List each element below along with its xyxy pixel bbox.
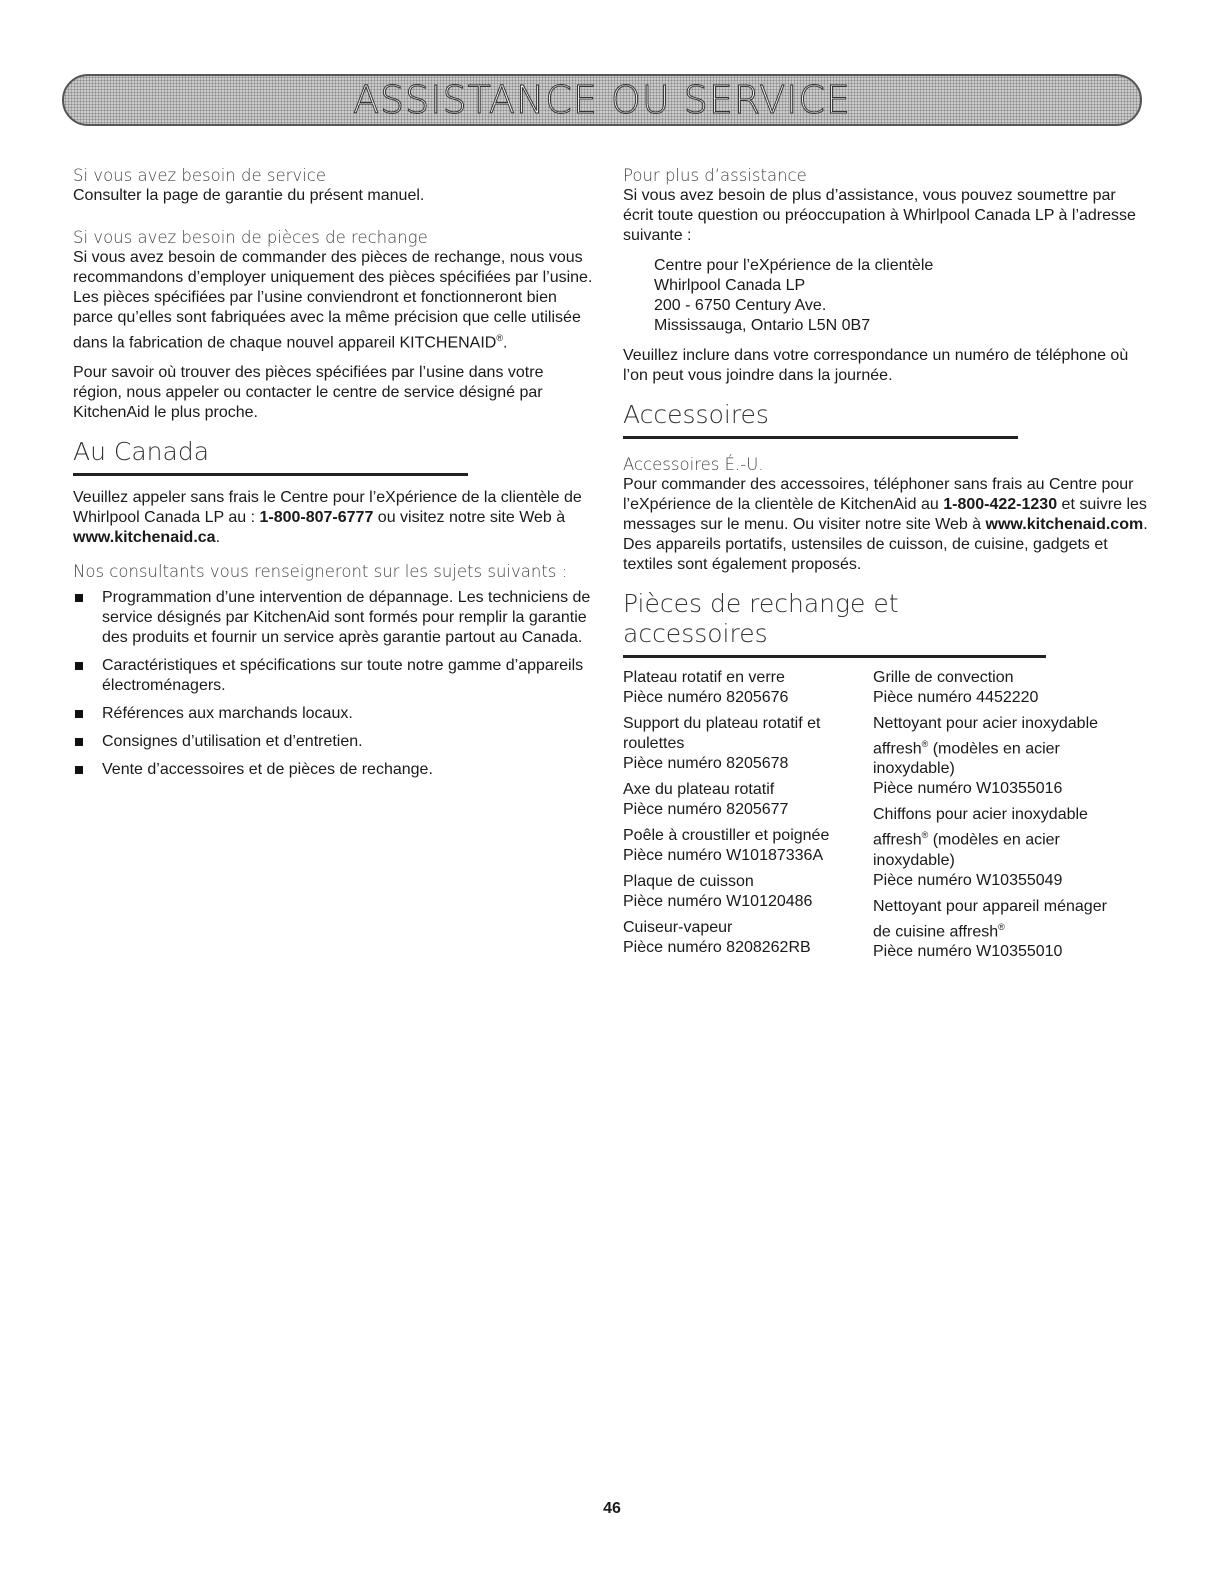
list-item: Chiffons pour acier inoxydable affresh® (modèles en acier inoxydable) Pièce numéro W10355049 bbox=[873, 806, 1088, 889]
service-heading: Si vous avez besoin de service bbox=[73, 166, 326, 185]
canada-title: Au Canada bbox=[73, 437, 468, 476]
parts-text-1: Si vous avez besoin de commander des pièces de rechange, nous vous recommandons d’employer uniquement des pièces spécifiées par l’usine. Les pièces spécifiées par l’usine conviendront et fonctionneront bien parce qu’elles sont fabriquées avec la même précision que celle utilisée dans la fabrication de chaque nouvel appareil KITCHENAID®. bbox=[73, 249, 593, 352]
square-bullet-icon bbox=[75, 662, 83, 670]
list-item: Vente d’accessoires et de pièces de rechange. bbox=[73, 760, 593, 780]
right-column bbox=[623, 166, 1148, 968]
consultants-heading: Nos consultants vous renseigneront sur les sujets suivants : bbox=[73, 562, 568, 582]
accessories-subheading: Accessoires É.-U. bbox=[623, 455, 764, 474]
assistance-text: Si vous avez besoin de plus d’assistance, vous pouvez soumettre par écrit toute question ou préoccupation à Whirlpool Canada LP à l’adresse suivante : bbox=[623, 187, 1136, 244]
service-text: Consulter la page de garantie du présent manuel. bbox=[73, 187, 425, 204]
list-item: Nettoyant pour appareil ménager de cuisine affresh® Pièce numéro W10355010 bbox=[873, 897, 1107, 960]
accessories-title: Accessoires bbox=[623, 400, 1018, 439]
parts-column-2 bbox=[873, 668, 1123, 968]
assistance-heading: Pour plus d’assistance bbox=[623, 166, 807, 185]
square-bullet-icon bbox=[75, 710, 83, 718]
parts-list bbox=[623, 668, 1148, 968]
list-item: Programmation d’une intervention de dépannage. Les techniciens de service désignés par KitchenAid sont formés pour remplir la garantie des produits et fournir un service après garantie partout au Canada. bbox=[73, 588, 593, 648]
list-item: Plateau rotatif en verre Pièce numéro 8205676 bbox=[623, 669, 789, 706]
list-item: Poêle à croustiller et poignée Pièce numéro W10187336A bbox=[623, 827, 830, 864]
list-item: Support du plateau rotatif et roulettes Pièce numéro 8205678 bbox=[623, 715, 821, 772]
square-bullet-icon bbox=[75, 738, 83, 746]
list-item: Axe du plateau rotatif Pièce numéro 8205677 bbox=[623, 781, 789, 818]
canada-website-link[interactable]: www.kitchenaid.ca bbox=[73, 529, 216, 547]
canada-text: Veuillez appeler sans frais le Centre pour l’eXpérience de la clientèle de Whirlpool Canada LP au : 1-800-807-6777 ou visitez notre site Web à www.kitchenaid.ca. bbox=[73, 489, 582, 547]
parts-heading: Si vous avez besoin de pièces de rechange bbox=[73, 228, 428, 247]
mailing-address: Centre pour l’eXpérience de la clientèle Whirlpool Canada LP 200 - 6750 Century Ave. Mississauga, Ontario L5N 0B7 bbox=[654, 257, 934, 334]
left-column bbox=[73, 166, 593, 788]
registered-mark: ® bbox=[496, 333, 503, 343]
parts-column-1 bbox=[623, 668, 873, 968]
list-item: Nettoyant pour acier inoxydable affresh® (modèles en acier inoxydable) Pièce numéro W10355016 bbox=[873, 715, 1099, 798]
accessories-phone: 1-800-422-1230 bbox=[943, 496, 1058, 513]
list-item: Consignes d’utilisation et d’entretien. bbox=[73, 732, 593, 752]
page-number: 46 bbox=[603, 1500, 621, 1517]
square-bullet-icon bbox=[75, 594, 83, 602]
canada-phone: 1-800-807-6777 bbox=[259, 509, 374, 527]
parts-accessories-title: Pièces de rechange et accessoires bbox=[623, 589, 1046, 658]
accessories-text: Pour commander des accessoires, téléphoner sans frais au Centre pour l’eXpérience de la clientèle de KitchenAid au 1-800-422-1230 et suivre les messages sur le menu. Ou visiter notre site Web à www.kitchenaid.com. Des appareils portatifs, ustensiles de cuisson, de cuisine, gadgets et textiles sont également proposés. bbox=[623, 476, 1148, 573]
list-item: Grille de convection Pièce numéro 4452220 bbox=[873, 669, 1039, 706]
consultants-list bbox=[73, 588, 593, 780]
parts-text-2: Pour savoir où trouver des pièces spécifiées par l’usine dans votre région, nous appeler ou contacter le centre de service désigné par KitchenAid le plus proche. bbox=[73, 364, 544, 422]
list-item: Références aux marchands locaux. bbox=[73, 704, 593, 724]
square-bullet-icon bbox=[75, 766, 83, 774]
list-item: Cuiseur-vapeur Pièce numéro 8208262RB bbox=[623, 919, 811, 956]
section-banner bbox=[62, 74, 1142, 126]
assistance-text-2: Veuillez inclure dans votre correspondance un numéro de téléphone où l’on peut vous joindre dans la journée. bbox=[623, 347, 1129, 384]
list-item: Caractéristiques et spécifications sur toute notre gamme d’appareils électroménagers. bbox=[73, 656, 593, 696]
accessories-website-link[interactable]: www.kitchenaid.com bbox=[985, 516, 1144, 533]
banner-title: ASSISTANCE OU SERVICE bbox=[353, 78, 851, 122]
list-item: Plaque de cuisson Pièce numéro W10120486 bbox=[623, 873, 813, 910]
